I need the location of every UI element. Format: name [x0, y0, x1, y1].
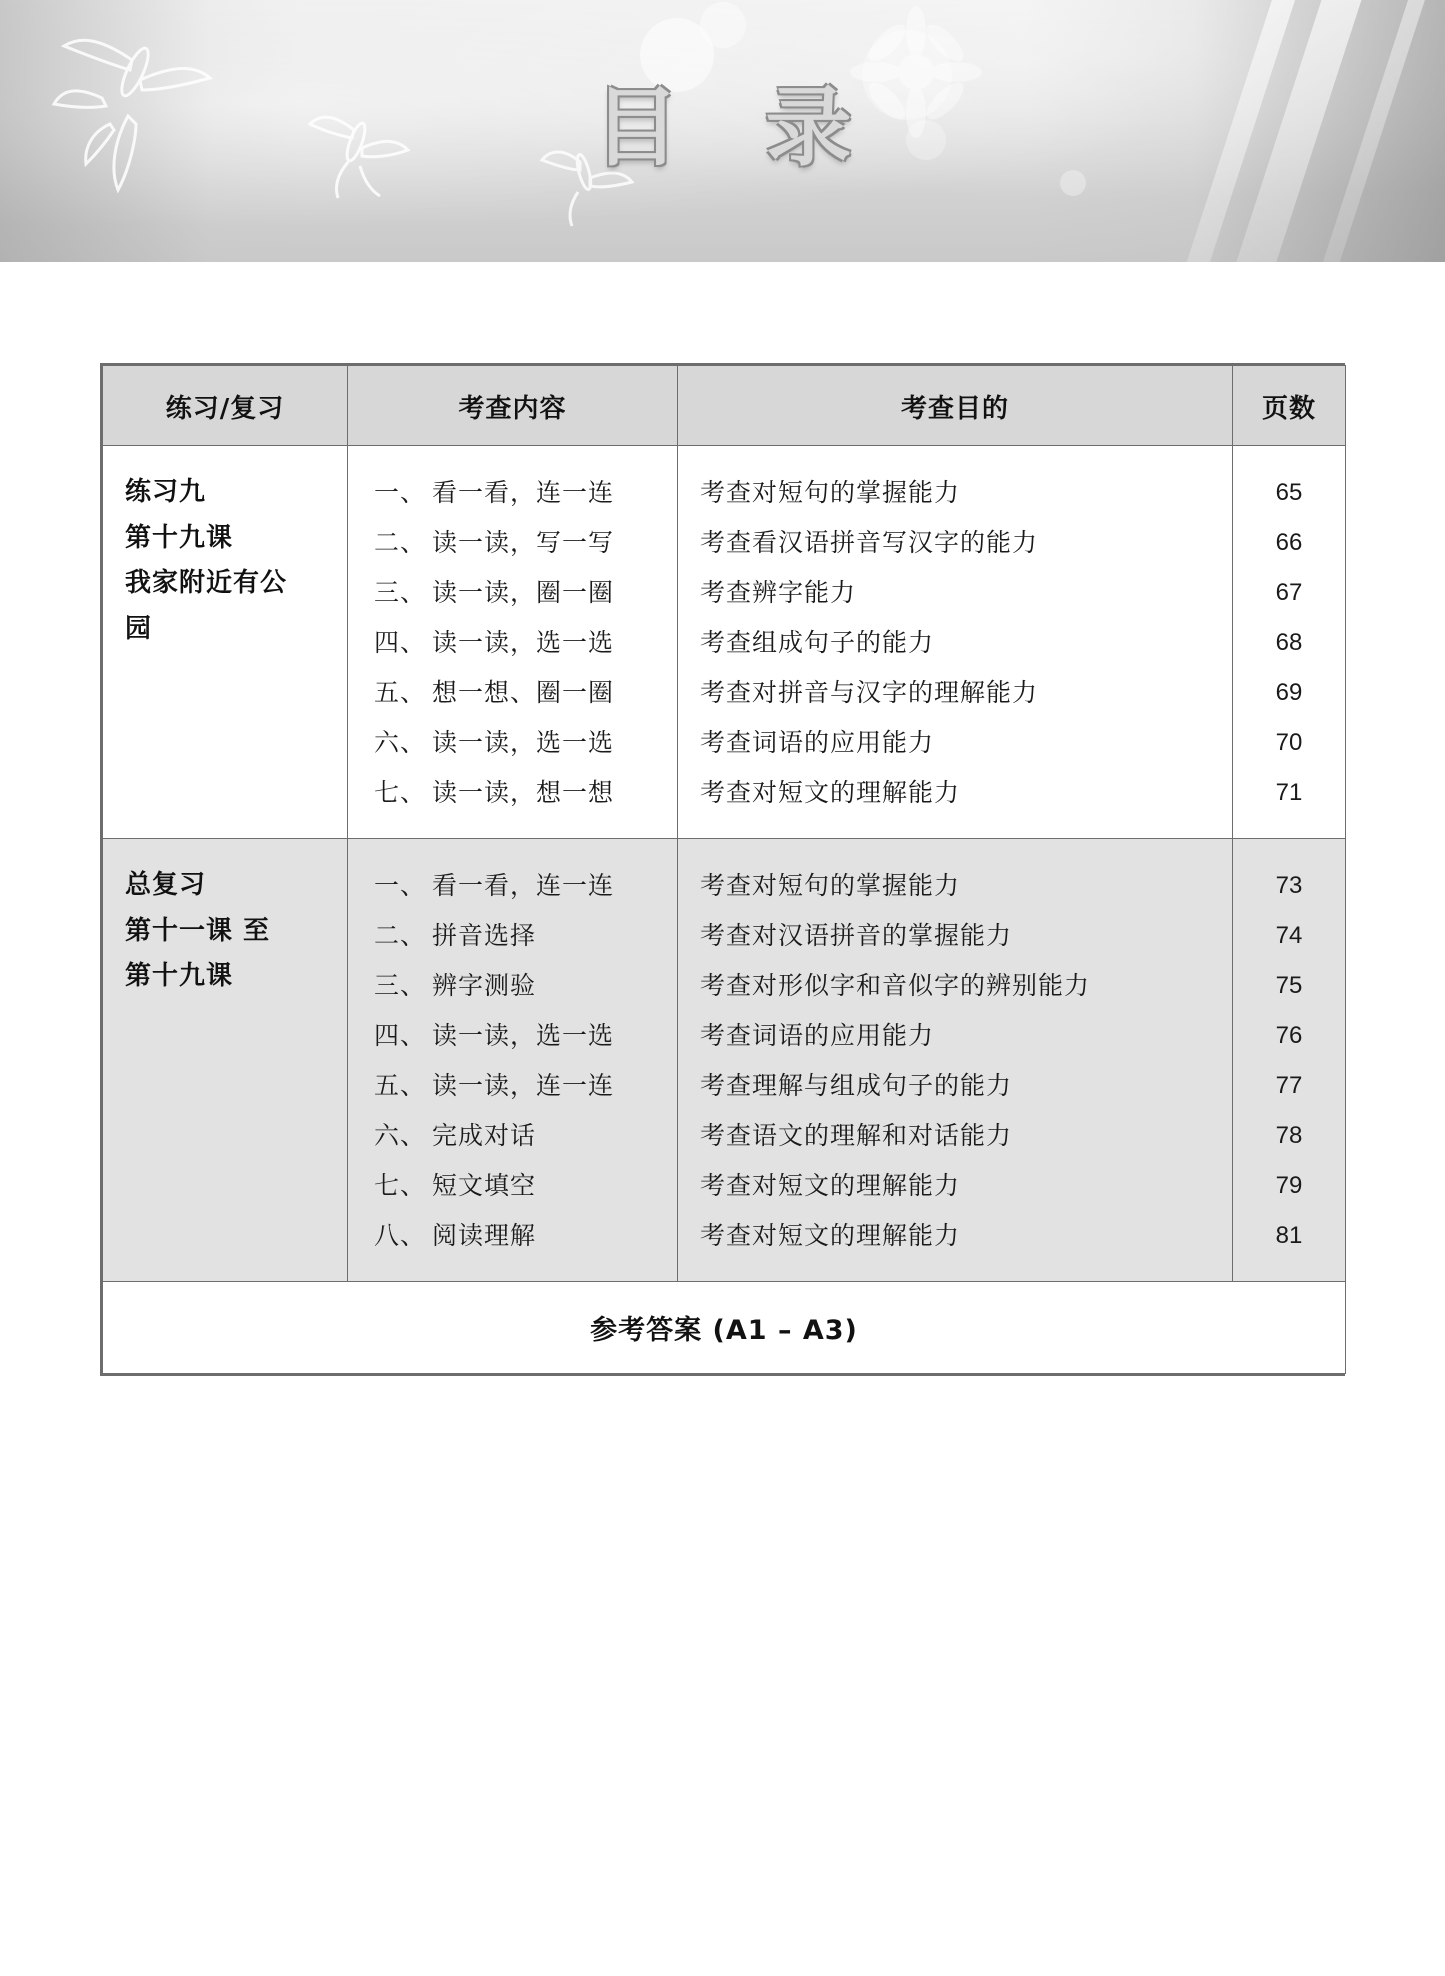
- purpose-line: 考查对拼音与汉字的理解能力: [700, 678, 1039, 707]
- purpose-line: 考查对短句的掌握能力: [700, 478, 961, 507]
- table-of-contents: [100, 363, 1345, 1376]
- column-header-page: 页数: [1233, 366, 1346, 446]
- content-line: [374, 1061, 667, 1111]
- item-index: 一、: [374, 478, 427, 507]
- item-index: 六、: [374, 728, 427, 757]
- purpose-line: 考查词语的应用能力: [700, 728, 935, 757]
- purpose-line: 考查语文的理解和对话能力: [700, 1121, 1013, 1150]
- item-index: 七、: [374, 1171, 427, 1200]
- page-number: 70: [1275, 729, 1303, 756]
- page-number: 77: [1275, 1072, 1303, 1099]
- item-content: 拼音选择: [432, 921, 537, 950]
- item-index: 五、: [374, 1071, 427, 1100]
- content-line: [374, 618, 667, 668]
- item-content: 看一看，连一连: [432, 871, 615, 900]
- item-content: 想一想、圈一圈: [432, 678, 615, 707]
- item-content: 看一看，连一连: [432, 478, 615, 507]
- table-row: [103, 446, 1346, 839]
- item-content: 读一读，想一想: [432, 778, 615, 807]
- page-number: 69: [1275, 679, 1303, 706]
- item-index: 三、: [374, 578, 427, 607]
- answers-label: 参考答案 (A1 – A3): [103, 1282, 1346, 1374]
- purpose-line: 考查对短文的理解能力: [700, 1171, 961, 1200]
- content-line: [374, 718, 667, 768]
- page-number: 73: [1275, 872, 1303, 899]
- item-content: 读一读，选一选: [432, 728, 615, 757]
- page-number: 65: [1275, 479, 1303, 506]
- content-line: [374, 468, 667, 518]
- content-line: [374, 518, 667, 568]
- purpose-line: 考查对短文的理解能力: [700, 778, 961, 807]
- page-number: 74: [1275, 922, 1303, 949]
- purpose-line: 考查组成句子的能力: [700, 628, 935, 657]
- column-header-exercise: 练习/复习: [103, 366, 348, 446]
- page-number: 78: [1275, 1122, 1303, 1149]
- section-title-line: 总复习: [125, 870, 207, 900]
- content-line: [374, 911, 667, 961]
- purpose-line: 考查对短文的理解能力: [700, 1221, 961, 1250]
- decorative-header-banner: [0, 0, 1445, 262]
- page-number: 68: [1275, 629, 1303, 656]
- purpose-line: 考查对汉语拼音的掌握能力: [700, 921, 1013, 950]
- content-line: [374, 1161, 667, 1211]
- item-content: 辨字测验: [432, 971, 537, 1000]
- table-row: [103, 839, 1346, 1282]
- section-purpose-cell: [678, 839, 1233, 1282]
- section-content-cell: [348, 839, 678, 1282]
- item-index: 二、: [374, 921, 427, 950]
- purpose-line: 考查辨字能力: [700, 578, 857, 607]
- content-line: [374, 1211, 667, 1261]
- item-index: 五、: [374, 678, 427, 707]
- section-title-line: 第十一课 至: [125, 915, 271, 946]
- item-index: 四、: [374, 1021, 427, 1050]
- content-line: [374, 668, 667, 718]
- page-number: 67: [1275, 579, 1303, 606]
- content-line: [374, 961, 667, 1011]
- page-title: 目 录: [593, 78, 880, 178]
- page-number: 81: [1275, 1222, 1303, 1249]
- item-content: 读一读，选一选: [432, 628, 615, 657]
- purpose-line: 考查词语的应用能力: [700, 1021, 935, 1050]
- content-line: [374, 768, 667, 818]
- section-content-cell: [348, 446, 678, 839]
- section-title-line: 第十九课: [125, 961, 234, 991]
- item-index: 八、: [374, 1221, 427, 1250]
- item-content: 短文填空: [432, 1171, 537, 1200]
- section-page-cell: [1233, 446, 1346, 839]
- item-index: 七、: [374, 778, 427, 807]
- item-content: 读一读，连一连: [432, 1071, 615, 1100]
- purpose-line: 考查对形似字和音似字的辨别能力: [700, 971, 1091, 1000]
- section-page-cell: [1233, 839, 1346, 1282]
- answers-row: [103, 1282, 1346, 1374]
- section-title-line: 第十九课: [125, 522, 234, 553]
- section-title-line: 园: [125, 613, 153, 644]
- item-content: 读一读，写一写: [432, 528, 615, 557]
- content-line: [374, 861, 667, 911]
- section-title-line: 我家附近有公: [125, 568, 288, 598]
- table-header-row: [103, 366, 1346, 446]
- purpose-line: 考查理解与组成句子的能力: [700, 1071, 1013, 1100]
- item-content: 阅读理解: [432, 1221, 537, 1250]
- section-title-cell: [103, 839, 348, 1282]
- item-content: 读一读，选一选: [432, 1021, 615, 1050]
- item-index: 六、: [374, 1121, 427, 1150]
- item-index: 二、: [374, 528, 427, 557]
- section-purpose-cell: [678, 446, 1233, 839]
- item-content: 完成对话: [432, 1121, 537, 1150]
- page-number: 75: [1275, 972, 1303, 999]
- section-title-line: 练习九: [125, 477, 207, 507]
- page-number: 71: [1275, 779, 1303, 806]
- item-index: 四、: [374, 628, 427, 657]
- section-title-cell: [103, 446, 348, 839]
- purpose-line: 考查看汉语拼音写汉字的能力: [700, 528, 1039, 557]
- content-line: [374, 1011, 667, 1061]
- page-number: 66: [1275, 529, 1303, 556]
- page-title-wrap: [0, 58, 1445, 182]
- page-number: 79: [1275, 1172, 1303, 1199]
- item-content: 读一读，圈一圈: [432, 578, 615, 607]
- page-number: 76: [1275, 1022, 1303, 1049]
- column-header-content: 考查内容: [348, 366, 678, 446]
- item-index: 一、: [374, 871, 427, 900]
- content-line: [374, 568, 667, 618]
- column-header-purpose: 考查目的: [678, 366, 1233, 446]
- purpose-line: 考查对短句的掌握能力: [700, 871, 961, 900]
- item-index: 三、: [374, 971, 427, 1000]
- flower-icon: [700, 2, 746, 48]
- content-line: [374, 1111, 667, 1161]
